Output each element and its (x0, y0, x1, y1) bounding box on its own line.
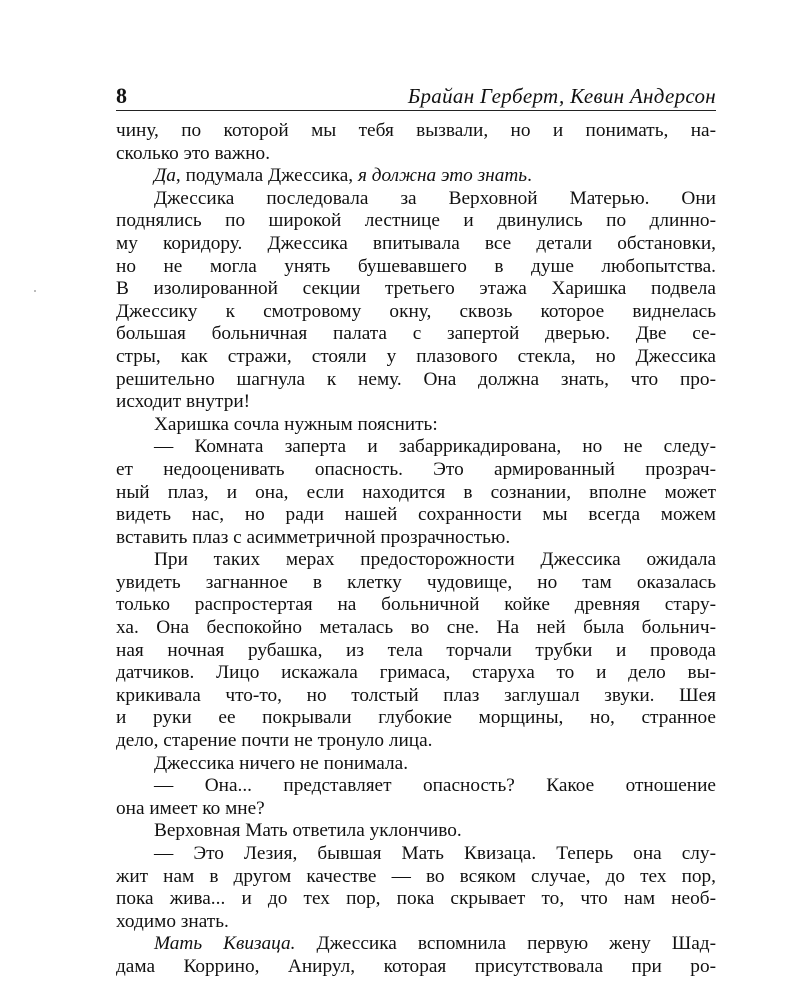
text-run: видеть нас, но ради нашей сохранности мы всегда можем (116, 504, 716, 526)
text-run: сколько это важно. (116, 142, 271, 164)
text-run: решительно шагнула к нему. Она должна знать, что про- (116, 368, 716, 390)
text-line (116, 866, 716, 889)
text-run: исходит внутри! (116, 391, 251, 413)
text-run: ха. Она беспокойно металась во сне. На ней была больнич- (116, 617, 716, 639)
text-line (116, 278, 716, 301)
text-run: поднялись по широкой лестнице и двинулись по длинно- (116, 210, 716, 232)
text-line (116, 911, 716, 934)
text-line (116, 775, 716, 798)
text-line (116, 323, 716, 346)
text-line (116, 730, 716, 753)
text-line (116, 594, 716, 617)
italic-text: Да (154, 165, 176, 187)
text-run: му коридору. Джессика впитывала все детали обстановки, (116, 232, 716, 254)
text-line (116, 685, 716, 708)
text-line (116, 256, 716, 279)
text-line (116, 414, 716, 437)
text-run: Джессика вспомнила первую жену Шад- (295, 933, 716, 955)
text-run: датчиков. Лицо искажала гримаса, старуха то и дело вы- (116, 662, 716, 684)
text-run: но не могла унять бушевавшего в душе любопытства. (116, 255, 716, 277)
text-run: пока жива... и до тех пор, пока скрывает то, что нам необ- (116, 888, 716, 910)
text-run: В изолированной секции третьего этажа Харишка подвела (116, 278, 716, 300)
text-run: жит нам в другом качестве — во всяком случае, до тех пор, (116, 865, 716, 887)
text-line (116, 956, 716, 979)
text-run: дело, старение почти не тронуло лица. (116, 730, 433, 752)
text-line (116, 933, 716, 956)
running-title: Брайан Герберт, Кевин Андерсон (407, 84, 716, 108)
text-line (116, 504, 716, 527)
text-line (116, 888, 716, 911)
page-number: 8 (116, 83, 127, 108)
text-line (116, 346, 716, 369)
text-run: , подумала Джессика, (175, 165, 358, 187)
text-line (116, 120, 716, 143)
text-run: Харишка сочла нужным пояснить: (154, 413, 438, 435)
text-run: только распростертая на больничной койке древняя стару- (116, 594, 716, 616)
text-line (116, 369, 716, 392)
text-run: ходимо знать. (116, 910, 229, 932)
text-run: Джессика ничего не понимала. (154, 752, 409, 774)
text-run: — Комната заперта и забаррикадирована, но не следу- (154, 436, 716, 458)
text-run: вставить плаз с асимметричной прозрачностью. (116, 526, 511, 548)
text-line (116, 820, 716, 843)
text-line (116, 482, 716, 505)
text-line (116, 572, 716, 595)
body-text (116, 120, 716, 979)
text-run: ная ночная рубашка, из тела торчали трубки и провода (116, 639, 716, 661)
text-line (116, 617, 716, 640)
text-run: большая больничная палата с запертой дверью. Две се- (116, 323, 716, 345)
text-line (116, 798, 716, 821)
italic-text: Мать Квизаца. (154, 933, 296, 955)
text-run: Джессика последовала за Верховной Матерью. Они (154, 187, 716, 209)
text-run: чину, по которой мы тебя вызвали, но и понимать, на- (116, 120, 716, 141)
text-line (116, 662, 716, 685)
text-line (116, 753, 716, 776)
text-line (116, 549, 716, 572)
margin-speck (34, 290, 36, 292)
text-run: . (527, 165, 532, 187)
text-line (116, 640, 716, 663)
text-line (116, 188, 716, 211)
text-line (116, 233, 716, 256)
text-line (116, 843, 716, 866)
text-run: — Это Лезия, бывшая Мать Квизаца. Теперь она слу- (154, 843, 716, 864)
text-run: Верховная Мать ответила уклончиво. (154, 820, 462, 842)
text-line (116, 707, 716, 730)
text-line (116, 391, 716, 414)
text-run: она имеет ко мне? (116, 797, 265, 819)
italic-text: я должна это знать (357, 165, 528, 187)
page-header (116, 84, 716, 111)
text-line (116, 301, 716, 324)
text-line (116, 165, 716, 188)
text-line (116, 459, 716, 482)
text-run: — Она... представляет опасность? Какое отношение (154, 775, 716, 797)
text-run: дама Коррино, Анирул, которая присутствовала при ро- (116, 955, 716, 977)
text-run: ет недооценивать опасность. Это армированный прозрач- (116, 458, 716, 480)
text-run: ный плаз, и она, если находится в сознании, вполне может (116, 481, 716, 503)
text-run: увидеть загнанное в клетку чудовище, но там оказалась (116, 571, 716, 593)
text-run: и руки ее покрывали глубокие морщины, но, странное (116, 707, 716, 729)
text-line (116, 436, 716, 459)
text-line (116, 527, 716, 550)
text-run: стры, как стражи, стояли у плазового стекла, но Джессика (116, 345, 716, 367)
text-run: При таких мерах предосторожности Джессика ожидала (154, 549, 716, 571)
text-line (116, 143, 716, 166)
text-run: Джессику к смотровому окну, сквозь которое виднелась (116, 300, 716, 322)
text-run: крикивала что-то, но толстый плаз заглушал звуки. Шея (116, 684, 716, 706)
text-line (116, 210, 716, 233)
